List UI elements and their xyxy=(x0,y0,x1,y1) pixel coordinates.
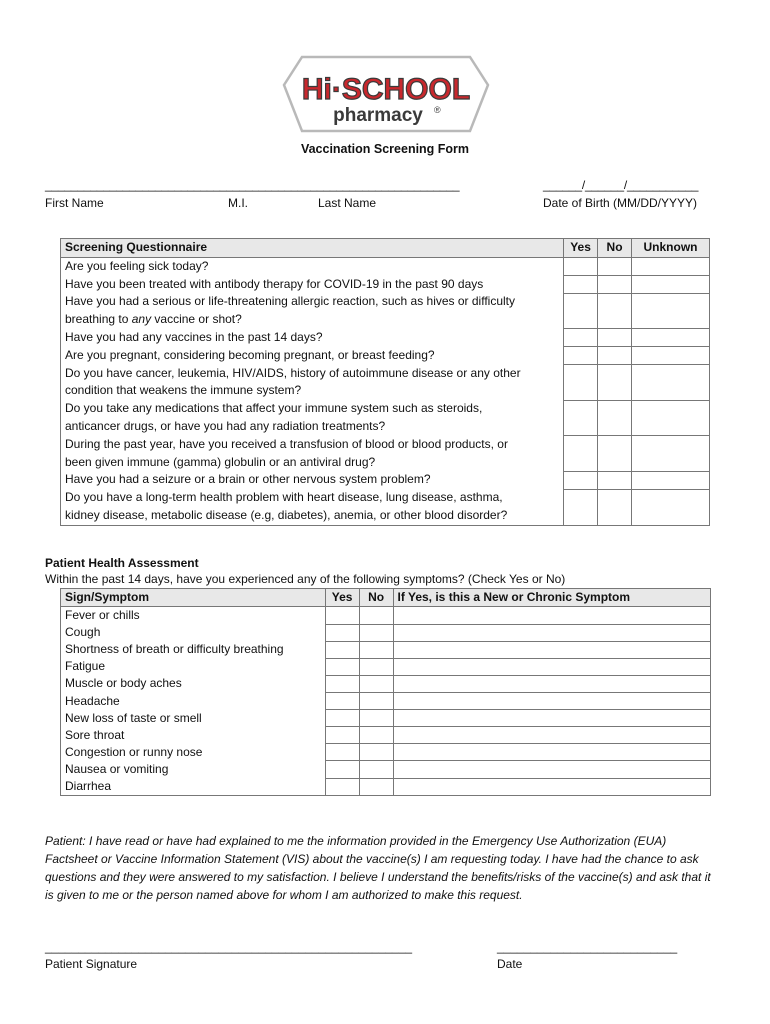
yes-checkbox-cell[interactable] xyxy=(564,471,598,489)
new-or-chronic-cell[interactable] xyxy=(393,744,710,761)
unknown-checkbox-cell[interactable] xyxy=(632,489,710,525)
question-row xyxy=(61,347,710,365)
symptom-column-header: Sign/Symptom xyxy=(61,589,326,607)
unknown-checkbox-cell[interactable] xyxy=(632,276,710,294)
question-row xyxy=(61,365,710,401)
unknown-checkbox-cell[interactable] xyxy=(632,293,710,329)
symptom-row xyxy=(61,693,711,710)
symptom-row xyxy=(61,624,711,641)
no-checkbox-cell[interactable] xyxy=(359,624,393,641)
no-checkbox-cell[interactable] xyxy=(359,675,393,692)
question-row xyxy=(61,471,710,489)
symptom-label: New loss of taste or smell xyxy=(61,710,326,727)
symptom-label: Diarrhea xyxy=(61,778,326,796)
no-checkbox-cell[interactable] xyxy=(598,293,632,329)
new-or-chronic-column-header: If Yes, is this a New or Chronic Symptom xyxy=(393,589,710,607)
no-checkbox-cell[interactable] xyxy=(598,329,632,347)
question-row xyxy=(61,400,710,436)
no-checkbox-cell[interactable] xyxy=(598,471,632,489)
question-text-continued: been given immune (gamma) globulin or an antiviral drug? xyxy=(65,454,376,469)
no-column-header: No xyxy=(359,589,393,607)
yes-checkbox-cell[interactable] xyxy=(325,761,359,778)
symptom-label: Shortness of breath or difficulty breathing xyxy=(61,641,326,658)
first-name-label: First Name xyxy=(45,196,104,210)
question-row xyxy=(61,489,710,525)
screening-questionnaire-table xyxy=(60,238,710,526)
yes-checkbox-cell[interactable] xyxy=(564,293,598,329)
new-or-chronic-cell[interactable] xyxy=(393,727,710,744)
hi-school-pharmacy-logo xyxy=(282,55,490,135)
last-name-label: Last Name xyxy=(318,196,377,210)
yes-column-header: Yes xyxy=(325,589,359,607)
no-checkbox-cell[interactable] xyxy=(598,489,632,525)
symptom-label: Fatigue xyxy=(61,658,326,675)
symptom-label: Fever or chills xyxy=(61,607,326,625)
yes-column-header: Yes xyxy=(564,239,598,258)
unknown-checkbox-cell[interactable] xyxy=(632,329,710,347)
no-column-header: No xyxy=(598,239,632,258)
yes-checkbox-cell[interactable] xyxy=(564,347,598,365)
new-or-chronic-cell[interactable] xyxy=(393,761,710,778)
yes-checkbox-cell[interactable] xyxy=(325,624,359,641)
new-or-chronic-cell[interactable] xyxy=(393,778,710,796)
date-input-line[interactable]: ___________________________ xyxy=(497,940,678,954)
no-checkbox-cell[interactable] xyxy=(359,744,393,761)
symptom-row xyxy=(61,658,711,675)
yes-checkbox-cell[interactable] xyxy=(564,489,598,525)
no-checkbox-cell[interactable] xyxy=(359,761,393,778)
name-input-line[interactable]: ________________________________________________________________ xyxy=(45,178,460,192)
new-or-chronic-cell[interactable] xyxy=(393,658,710,675)
question-text: Have you had any vaccines in the past 14 days? xyxy=(65,329,323,344)
new-or-chronic-cell[interactable] xyxy=(393,607,710,625)
assessment-subtitle: Within the past 14 days, have you experienced any of the following symptoms? (Check Yes or No) xyxy=(45,572,566,586)
question-row xyxy=(61,276,710,294)
question-row xyxy=(61,329,710,347)
no-checkbox-cell[interactable] xyxy=(598,400,632,436)
questionnaire-header: Screening Questionnaire xyxy=(61,239,564,258)
unknown-checkbox-cell[interactable] xyxy=(632,471,710,489)
unknown-column-header: Unknown xyxy=(632,239,710,258)
yes-checkbox-cell[interactable] xyxy=(325,641,359,658)
question-text: Have you had a seizure or a brain or other nervous system problem? xyxy=(65,472,431,487)
question-text: Do you have cancer, leukemia, HIV/AIDS, history of autoimmune disease or any other xyxy=(65,365,521,380)
symptom-row xyxy=(61,744,711,761)
symptom-label: Cough xyxy=(61,624,326,641)
yes-checkbox-cell[interactable] xyxy=(325,658,359,675)
yes-checkbox-cell[interactable] xyxy=(564,400,598,436)
no-checkbox-cell[interactable] xyxy=(359,727,393,744)
logo-main-text: Hi·SCHOOL xyxy=(301,73,471,106)
new-or-chronic-cell[interactable] xyxy=(393,693,710,710)
new-or-chronic-cell[interactable] xyxy=(393,641,710,658)
question-row xyxy=(61,257,710,275)
no-checkbox-cell[interactable] xyxy=(598,276,632,294)
unknown-checkbox-cell[interactable] xyxy=(632,400,710,436)
question-text: Have you been treated with antibody therapy for COVID-19 in the past 90 days xyxy=(65,276,484,291)
yes-checkbox-cell[interactable] xyxy=(325,744,359,761)
no-checkbox-cell[interactable] xyxy=(359,607,393,625)
question-text: During the past year, have you received a transfusion of blood or blood products, or xyxy=(65,436,508,451)
question-text-continued: kidney disease, metabolic disease (e.g, diabetes), anemia, or other blood disorder? xyxy=(65,507,508,522)
signature-label: Patient Signature xyxy=(45,957,138,971)
no-checkbox-cell[interactable] xyxy=(598,347,632,365)
unknown-checkbox-cell[interactable] xyxy=(632,365,710,401)
question-text-continued: anticancer drugs, or have you had any radiation treatments? xyxy=(65,418,386,433)
no-checkbox-cell[interactable] xyxy=(598,436,632,472)
registered-mark: ® xyxy=(434,105,441,115)
yes-checkbox-cell[interactable] xyxy=(325,710,359,727)
no-checkbox-cell[interactable] xyxy=(598,257,632,275)
symptom-label: Congestion or runny nose xyxy=(61,744,326,761)
mi-label: M.I. xyxy=(228,196,248,210)
question-row xyxy=(61,436,710,472)
symptom-row xyxy=(61,675,711,692)
new-or-chronic-cell[interactable] xyxy=(393,624,710,641)
dob-label: Date of Birth (MM/DD/YYYY) xyxy=(543,196,698,210)
question-text: Are you pregnant, considering becoming pregnant, or breast feeding? xyxy=(65,347,435,362)
yes-checkbox-cell[interactable] xyxy=(564,257,598,275)
assessment-title: Patient Health Assessment xyxy=(45,556,199,570)
symptom-row xyxy=(61,727,711,744)
question-text: Have you had a serious or life-threatening allergic reaction, such as hives or difficulty xyxy=(65,294,516,309)
new-or-chronic-cell[interactable] xyxy=(393,710,710,727)
question-text: Do you take any medications that affect your immune system such as steroids, xyxy=(65,401,483,416)
symptom-label: Nausea or vomiting xyxy=(61,761,326,778)
yes-checkbox-cell[interactable] xyxy=(325,607,359,625)
yes-checkbox-cell[interactable] xyxy=(564,365,598,401)
consent-statement: Patient: I have read or have had explained to me the information provided in the Emergency Use Authorization (EUA) Factsheet or Vaccine Information Statement (VIS) about the vaccine(s) I am requesting today. I have had the chance to ask questions and they were answered to my satisfaction. I believe I understand the benefits/risks of the vaccine(s) and ask that it is given to me or the person named above for whom I am authorized to make this request. xyxy=(45,834,711,902)
yes-checkbox-cell[interactable] xyxy=(325,778,359,796)
no-checkbox-cell[interactable] xyxy=(359,693,393,710)
symptom-row xyxy=(61,641,711,658)
question-text: Do you have a long-term health problem with heart disease, lung disease, asthma, xyxy=(65,490,503,505)
symptom-row xyxy=(61,761,711,778)
yes-checkbox-cell[interactable] xyxy=(325,675,359,692)
yes-checkbox-cell[interactable] xyxy=(564,436,598,472)
questionnaire-header-row xyxy=(61,239,710,258)
yes-checkbox-cell[interactable] xyxy=(325,727,359,744)
new-or-chronic-cell[interactable] xyxy=(393,675,710,692)
symptom-header-row xyxy=(61,589,711,607)
symptom-label: Muscle or body aches xyxy=(61,675,326,692)
question-text: Are you feeling sick today? xyxy=(65,258,209,273)
no-checkbox-cell[interactable] xyxy=(359,710,393,727)
date-label: Date xyxy=(497,957,523,971)
yes-checkbox-cell[interactable] xyxy=(564,276,598,294)
signature-input-line[interactable]: _______________________________________________________ xyxy=(45,940,413,954)
no-checkbox-cell[interactable] xyxy=(598,365,632,401)
dob-input-line[interactable]: ______/______/___________ xyxy=(543,178,699,192)
question-row xyxy=(61,293,710,329)
yes-checkbox-cell[interactable] xyxy=(564,329,598,347)
question-text-continued: condition that weakens the immune system? xyxy=(65,383,302,398)
symptom-table xyxy=(60,588,711,796)
symptom-row xyxy=(61,607,711,625)
symptom-row xyxy=(61,710,711,727)
no-checkbox-cell[interactable] xyxy=(359,641,393,658)
question-text-continued: breathing to any vaccine or shot? xyxy=(65,312,242,327)
symptom-row xyxy=(61,778,711,796)
unknown-checkbox-cell[interactable] xyxy=(632,257,710,275)
unknown-checkbox-cell[interactable] xyxy=(632,347,710,365)
no-checkbox-cell[interactable] xyxy=(359,778,393,796)
symptom-label: Headache xyxy=(61,693,326,710)
yes-checkbox-cell[interactable] xyxy=(325,693,359,710)
no-checkbox-cell[interactable] xyxy=(359,658,393,675)
symptom-label: Sore throat xyxy=(61,727,326,744)
unknown-checkbox-cell[interactable] xyxy=(632,436,710,472)
logo-sub-text: pharmacy xyxy=(333,105,423,126)
form-title: Vaccination Screening Form xyxy=(300,142,470,156)
